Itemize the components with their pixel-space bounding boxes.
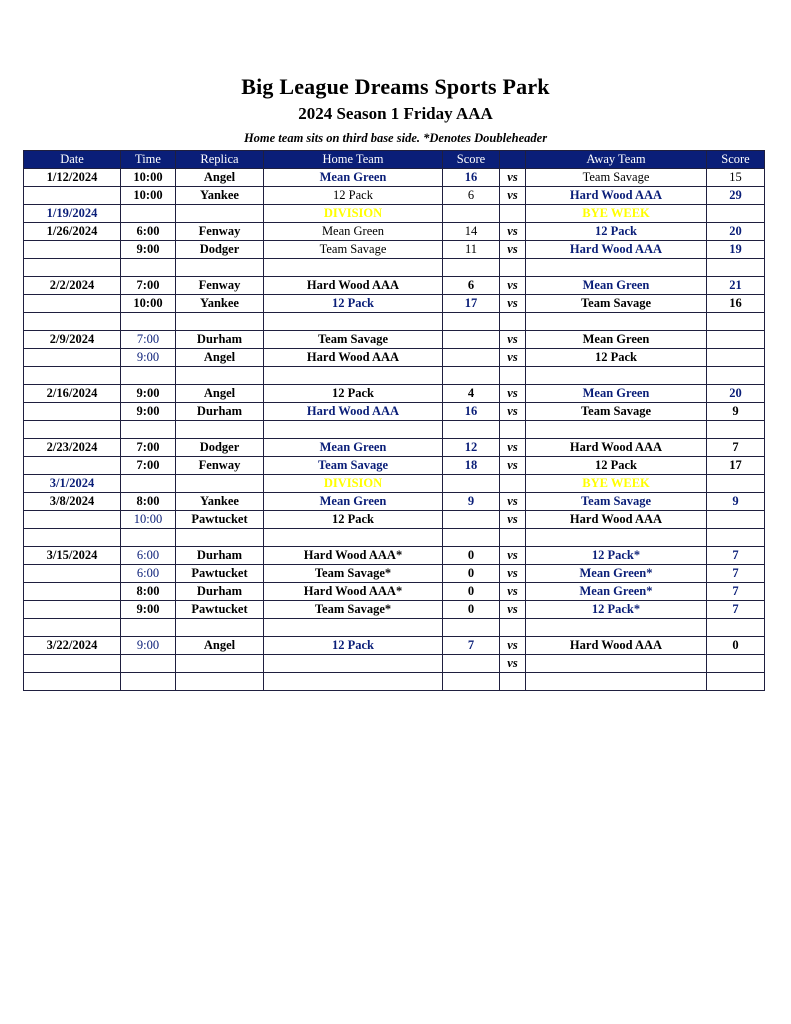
date-cell — [24, 403, 121, 421]
replica-cell: Angel — [176, 349, 264, 367]
away-score-cell: 7 — [707, 601, 765, 619]
home-team-cell: Team Savage — [264, 457, 443, 475]
home-score-cell: 14 — [443, 223, 500, 241]
vs-cell: vs — [500, 457, 526, 475]
separator-cell — [24, 313, 121, 331]
separator-cell — [264, 259, 443, 277]
separator-cell — [121, 529, 176, 547]
home-team-cell: Mean Green — [264, 493, 443, 511]
separator-cell — [24, 673, 121, 691]
home-score-cell: 0 — [443, 565, 500, 583]
home-score-cell: 16 — [443, 403, 500, 421]
table-header-row — [24, 151, 765, 169]
away-team-cell: Hard Wood AAA — [526, 241, 707, 259]
home-team-cell: Hard Wood AAA* — [264, 547, 443, 565]
separator-cell — [121, 259, 176, 277]
column-header-away-score: Score — [707, 151, 765, 169]
replica-cell — [176, 205, 264, 223]
vs-cell: vs — [500, 601, 526, 619]
date-cell: 3/8/2024 — [24, 493, 121, 511]
home-score-cell: 4 — [443, 385, 500, 403]
vs-cell: vs — [500, 439, 526, 457]
home-team-cell — [264, 655, 443, 673]
replica-cell: Pawtucket — [176, 601, 264, 619]
vs-cell: vs — [500, 493, 526, 511]
home-team-cell: Team Savage* — [264, 601, 443, 619]
home-team-cell: Hard Wood AAA — [264, 403, 443, 421]
bye-week-row — [24, 475, 765, 493]
separator-cell — [707, 619, 765, 637]
away-team-cell: Team Savage — [526, 169, 707, 187]
separator-cell — [24, 259, 121, 277]
away-team-cell: 12 Pack — [526, 349, 707, 367]
separator-cell — [443, 313, 500, 331]
vs-cell: vs — [500, 565, 526, 583]
away-score-cell — [707, 511, 765, 529]
game-row — [24, 637, 765, 655]
time-cell — [121, 475, 176, 493]
away-team-cell: Team Savage — [526, 493, 707, 511]
away-team-cell: 12 Pack* — [526, 547, 707, 565]
game-row — [24, 655, 765, 673]
home-score-cell — [443, 655, 500, 673]
home-score-cell: 9 — [443, 493, 500, 511]
date-cell — [24, 295, 121, 313]
home-team-cell: Team Savage — [264, 331, 443, 349]
home-score-cell: 16 — [443, 169, 500, 187]
separator-cell — [443, 421, 500, 439]
home-team-cell: Team Savage — [264, 241, 443, 259]
away-score-cell: 9 — [707, 493, 765, 511]
vs-cell: vs — [500, 403, 526, 421]
date-cell: 3/15/2024 — [24, 547, 121, 565]
vs-cell — [500, 475, 526, 493]
date-cell: 3/1/2024 — [24, 475, 121, 493]
vs-cell: vs — [500, 511, 526, 529]
replica-cell: Fenway — [176, 277, 264, 295]
replica-cell: Durham — [176, 583, 264, 601]
home-score-cell — [443, 349, 500, 367]
replica-cell — [176, 655, 264, 673]
away-team-cell: Mean Green* — [526, 565, 707, 583]
home-team-cell: Mean Green — [264, 439, 443, 457]
time-cell: 8:00 — [121, 583, 176, 601]
separator-cell — [264, 529, 443, 547]
game-row — [24, 223, 765, 241]
vs-cell: vs — [500, 241, 526, 259]
date-cell: 1/19/2024 — [24, 205, 121, 223]
separator-cell — [500, 313, 526, 331]
home-score-cell: 6 — [443, 187, 500, 205]
time-cell: 7:00 — [121, 439, 176, 457]
replica-cell: Fenway — [176, 457, 264, 475]
replica-cell: Pawtucket — [176, 511, 264, 529]
separator-cell — [264, 421, 443, 439]
replica-cell: Yankee — [176, 493, 264, 511]
time-cell: 9:00 — [121, 601, 176, 619]
separator-cell — [526, 367, 707, 385]
separator-cell — [443, 673, 500, 691]
game-row — [24, 457, 765, 475]
replica-cell: Angel — [176, 169, 264, 187]
separator-cell — [707, 313, 765, 331]
time-cell: 9:00 — [121, 403, 176, 421]
vs-cell: vs — [500, 583, 526, 601]
away-team-cell: 12 Pack — [526, 223, 707, 241]
vs-cell — [500, 205, 526, 223]
away-score-cell — [707, 331, 765, 349]
separator-cell — [24, 421, 121, 439]
separator-cell — [500, 421, 526, 439]
vs-cell: vs — [500, 223, 526, 241]
away-score-cell — [707, 475, 765, 493]
schedule-note: Home team sits on third base side. *Denotes Doubleheader — [243, 131, 548, 145]
game-row — [24, 331, 765, 349]
date-cell: 2/23/2024 — [24, 439, 121, 457]
away-score-cell: 0 — [707, 637, 765, 655]
vs-cell: vs — [500, 331, 526, 349]
separator-cell — [443, 259, 500, 277]
time-cell: 6:00 — [121, 547, 176, 565]
away-team-cell: Mean Green — [526, 385, 707, 403]
vs-cell: vs — [500, 385, 526, 403]
time-cell: 10:00 — [121, 169, 176, 187]
date-cell — [24, 601, 121, 619]
home-score-cell: 0 — [443, 583, 500, 601]
away-team-cell: 12 Pack — [526, 457, 707, 475]
replica-cell: Yankee — [176, 295, 264, 313]
away-score-cell: 7 — [707, 583, 765, 601]
separator-cell — [500, 529, 526, 547]
away-team-cell: Team Savage — [526, 403, 707, 421]
division-label: DIVISION — [264, 475, 443, 493]
time-cell: 7:00 — [121, 331, 176, 349]
replica-cell: Durham — [176, 547, 264, 565]
column-header-vs — [500, 151, 526, 169]
away-score-cell: 20 — [707, 385, 765, 403]
away-score-cell: 29 — [707, 187, 765, 205]
time-cell: 9:00 — [121, 385, 176, 403]
vs-cell: vs — [500, 349, 526, 367]
time-cell: 10:00 — [121, 511, 176, 529]
separator-row — [24, 259, 765, 277]
schedule-body — [24, 169, 765, 691]
date-cell: 2/9/2024 — [24, 331, 121, 349]
home-score-cell: 7 — [443, 637, 500, 655]
bye-week-row — [24, 205, 765, 223]
separator-cell — [500, 367, 526, 385]
game-row — [24, 241, 765, 259]
home-score-cell — [443, 475, 500, 493]
column-header-home-team: Home Team — [264, 151, 443, 169]
separator-cell — [176, 259, 264, 277]
game-row — [24, 349, 765, 367]
date-cell — [24, 457, 121, 475]
time-cell: 8:00 — [121, 493, 176, 511]
separator-cell — [24, 367, 121, 385]
separator-cell — [500, 259, 526, 277]
bye-week-label: BYE WEEK — [526, 475, 707, 493]
separator-cell — [176, 673, 264, 691]
separator-cell — [264, 313, 443, 331]
home-score-cell: 0 — [443, 601, 500, 619]
date-cell — [24, 565, 121, 583]
game-row — [24, 547, 765, 565]
vs-cell: vs — [500, 295, 526, 313]
separator-cell — [24, 529, 121, 547]
home-team-cell: 12 Pack — [264, 637, 443, 655]
page-subtitle: 2024 Season 1 Friday AAA — [298, 104, 493, 123]
game-row — [24, 295, 765, 313]
column-header-away-team: Away Team — [526, 151, 707, 169]
separator-cell — [176, 367, 264, 385]
home-team-cell: Hard Wood AAA — [264, 349, 443, 367]
date-cell — [24, 511, 121, 529]
separator-cell — [500, 673, 526, 691]
separator-cell — [707, 673, 765, 691]
away-score-cell: 7 — [707, 565, 765, 583]
separator-cell — [443, 529, 500, 547]
home-team-cell: Hard Wood AAA* — [264, 583, 443, 601]
game-row — [24, 511, 765, 529]
separator-cell — [176, 421, 264, 439]
home-team-cell: 12 Pack — [264, 385, 443, 403]
separator-cell — [121, 367, 176, 385]
away-score-cell — [707, 655, 765, 673]
separator-cell — [176, 313, 264, 331]
separator-cell — [176, 529, 264, 547]
vs-cell: vs — [500, 547, 526, 565]
date-cell: 2/2/2024 — [24, 277, 121, 295]
game-row — [24, 187, 765, 205]
home-score-cell: 18 — [443, 457, 500, 475]
time-cell: 10:00 — [121, 187, 176, 205]
home-team-cell: 12 Pack — [264, 187, 443, 205]
separator-cell — [526, 421, 707, 439]
time-cell — [121, 655, 176, 673]
column-header-date: Date — [24, 151, 121, 169]
away-team-cell: Hard Wood AAA — [526, 511, 707, 529]
home-score-cell — [443, 331, 500, 349]
away-score-cell — [707, 205, 765, 223]
separator-cell — [264, 619, 443, 637]
away-score-cell: 16 — [707, 295, 765, 313]
separator-cell — [526, 259, 707, 277]
game-row — [24, 439, 765, 457]
away-team-cell: Hard Wood AAA — [526, 637, 707, 655]
separator-row — [24, 367, 765, 385]
replica-cell: Fenway — [176, 223, 264, 241]
home-team-cell: 12 Pack — [264, 511, 443, 529]
vs-cell: vs — [500, 187, 526, 205]
separator-cell — [707, 259, 765, 277]
away-team-cell: Hard Wood AAA — [526, 439, 707, 457]
separator-cell — [443, 367, 500, 385]
home-team-cell: Hard Wood AAA — [264, 277, 443, 295]
vs-cell: vs — [500, 277, 526, 295]
replica-cell: Angel — [176, 637, 264, 655]
home-team-cell: Mean Green — [264, 223, 443, 241]
away-score-cell: 19 — [707, 241, 765, 259]
separator-row — [24, 313, 765, 331]
separator-cell — [264, 367, 443, 385]
time-cell: 6:00 — [121, 565, 176, 583]
away-score-cell: 15 — [707, 169, 765, 187]
separator-cell — [707, 367, 765, 385]
separator-row — [24, 421, 765, 439]
date-cell: 2/16/2024 — [24, 385, 121, 403]
time-cell — [121, 205, 176, 223]
separator-cell — [443, 619, 500, 637]
division-label: DIVISION — [264, 205, 443, 223]
vs-cell: vs — [500, 637, 526, 655]
separator-row — [24, 619, 765, 637]
separator-cell — [121, 421, 176, 439]
home-score-cell: 0 — [443, 547, 500, 565]
away-team-cell — [526, 655, 707, 673]
schedule-table — [23, 150, 765, 691]
game-row — [24, 403, 765, 421]
away-score-cell: 17 — [707, 457, 765, 475]
game-row — [24, 169, 765, 187]
time-cell: 9:00 — [121, 637, 176, 655]
home-team-cell: Mean Green — [264, 169, 443, 187]
date-cell — [24, 349, 121, 367]
column-header-home-score: Score — [443, 151, 500, 169]
date-cell — [24, 583, 121, 601]
time-cell: 6:00 — [121, 223, 176, 241]
home-score-cell: 6 — [443, 277, 500, 295]
column-header-time: Time — [121, 151, 176, 169]
away-team-cell: 12 Pack* — [526, 601, 707, 619]
game-row — [24, 565, 765, 583]
separator-row — [24, 529, 765, 547]
replica-cell: Durham — [176, 403, 264, 421]
separator-cell — [176, 619, 264, 637]
separator-cell — [121, 313, 176, 331]
replica-cell — [176, 475, 264, 493]
away-team-cell: Mean Green* — [526, 583, 707, 601]
separator-cell — [707, 421, 765, 439]
vs-cell: vs — [500, 169, 526, 187]
date-cell — [24, 655, 121, 673]
replica-cell: Durham — [176, 331, 264, 349]
separator-cell — [707, 529, 765, 547]
date-cell: 3/22/2024 — [24, 637, 121, 655]
date-cell: 1/12/2024 — [24, 169, 121, 187]
date-cell — [24, 241, 121, 259]
separator-cell — [24, 619, 121, 637]
away-team-cell: Mean Green — [526, 331, 707, 349]
replica-cell: Yankee — [176, 187, 264, 205]
home-team-cell: Team Savage* — [264, 565, 443, 583]
game-row — [24, 277, 765, 295]
separator-cell — [526, 529, 707, 547]
game-row — [24, 601, 765, 619]
away-team-cell: Hard Wood AAA — [526, 187, 707, 205]
home-team-cell: 12 Pack — [264, 295, 443, 313]
date-cell: 1/26/2024 — [24, 223, 121, 241]
time-cell: 10:00 — [121, 295, 176, 313]
time-cell: 7:00 — [121, 457, 176, 475]
separator-cell — [121, 673, 176, 691]
separator-cell — [121, 619, 176, 637]
home-score-cell — [443, 205, 500, 223]
away-score-cell: 21 — [707, 277, 765, 295]
vs-cell: vs — [500, 655, 526, 673]
replica-cell: Dodger — [176, 241, 264, 259]
bye-week-label: BYE WEEK — [526, 205, 707, 223]
replica-cell: Dodger — [176, 439, 264, 457]
separator-cell — [264, 673, 443, 691]
replica-cell: Angel — [176, 385, 264, 403]
separator-cell — [526, 313, 707, 331]
time-cell: 7:00 — [121, 277, 176, 295]
home-score-cell — [443, 511, 500, 529]
separator-row — [24, 673, 765, 691]
date-cell — [24, 187, 121, 205]
game-row — [24, 583, 765, 601]
away-score-cell: 20 — [707, 223, 765, 241]
page-title: Big League Dreams Sports Park — [241, 74, 550, 99]
separator-cell — [500, 619, 526, 637]
replica-cell: Pawtucket — [176, 565, 264, 583]
home-score-cell: 12 — [443, 439, 500, 457]
separator-cell — [526, 619, 707, 637]
game-row — [24, 385, 765, 403]
away-score-cell: 7 — [707, 439, 765, 457]
time-cell: 9:00 — [121, 349, 176, 367]
home-score-cell: 11 — [443, 241, 500, 259]
column-header-replica: Replica — [176, 151, 264, 169]
time-cell: 9:00 — [121, 241, 176, 259]
home-score-cell: 17 — [443, 295, 500, 313]
separator-cell — [526, 673, 707, 691]
away-team-cell: Team Savage — [526, 295, 707, 313]
away-score-cell: 7 — [707, 547, 765, 565]
away-score-cell: 9 — [707, 403, 765, 421]
away-score-cell — [707, 349, 765, 367]
away-team-cell: Mean Green — [526, 277, 707, 295]
game-row — [24, 493, 765, 511]
